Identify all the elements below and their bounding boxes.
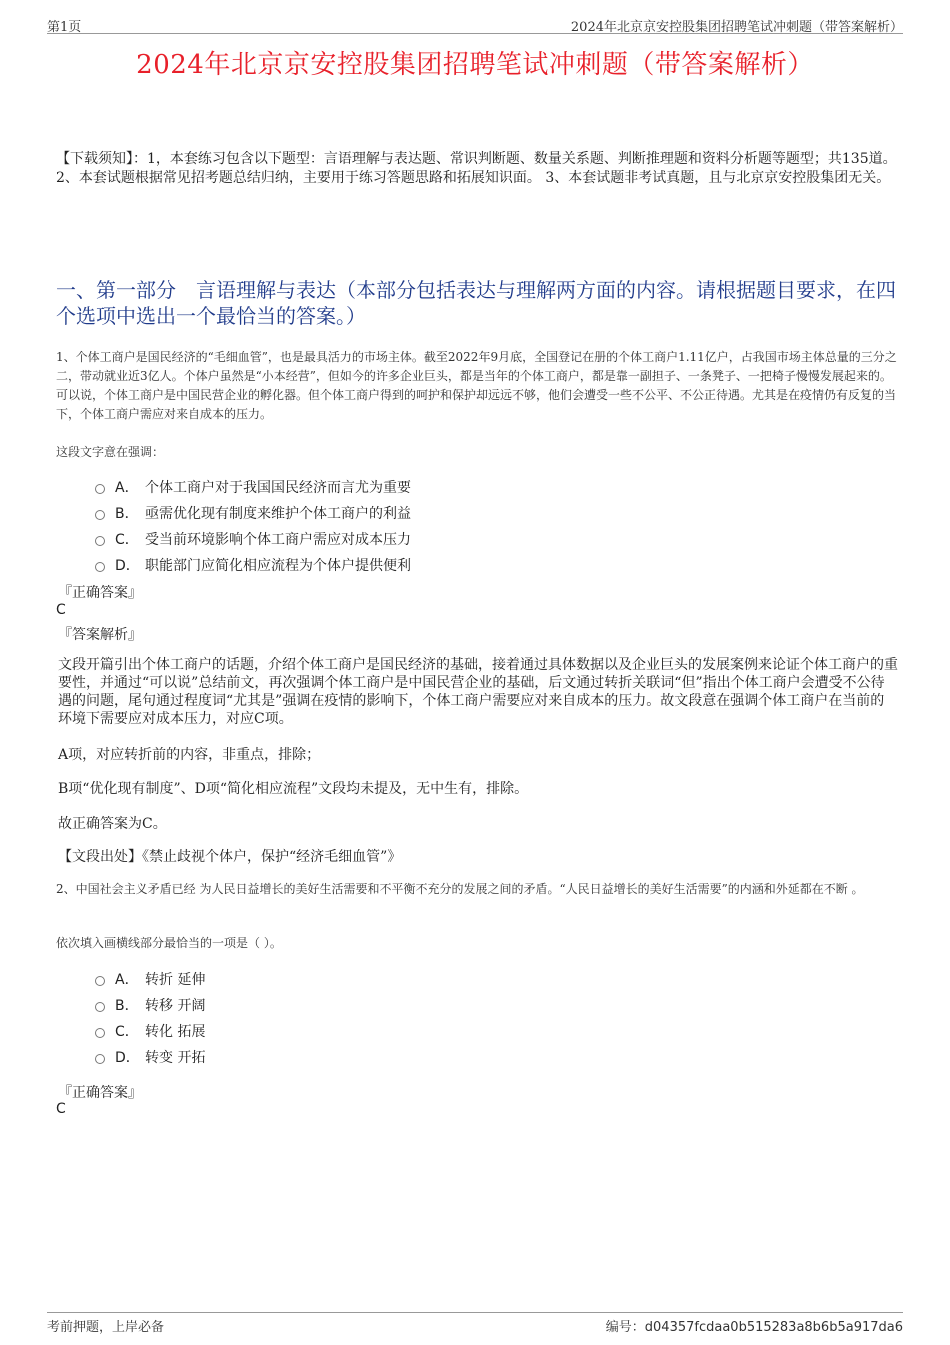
question-1-option-a[interactable]: [95, 474, 411, 500]
footer-code: d04357fcdaa0b515283a8b6b5a917da6: [644, 1320, 903, 1335]
radio-button-icon[interactable]: [95, 510, 105, 520]
option-letter: C．: [115, 1024, 139, 1040]
question-1-prompt: 这段文字意在强调：: [56, 445, 165, 459]
option-text: 转折 延伸: [145, 972, 206, 988]
page-number: 第1页: [47, 20, 82, 35]
document-title: 2024年北京京安控股集团招聘笔试冲刺题（带答案解析）: [136, 50, 814, 80]
question-2-answer-label: 『正确答案』: [58, 1085, 142, 1101]
radio-button-icon[interactable]: [95, 562, 105, 572]
option-text: 亟需优化现有制度来维护个体工商户的利益: [145, 506, 411, 522]
radio-button-icon[interactable]: [95, 1002, 105, 1012]
question-1-conclusion: 故正确答案为C。: [58, 816, 167, 832]
option-letter: C．: [115, 532, 139, 548]
question-2-options: [95, 966, 205, 1070]
footer-code-wrap: [606, 1316, 903, 1335]
option-text: 受当前环境影响个体工商户需应对成本压力: [145, 532, 411, 548]
option-text: 转移 开阔: [145, 998, 206, 1014]
question-1-text: 1、个体工商户是国民经济的“毛细血管”，也是最具活力的市场主体。截至2022年9月底，全国登记在册的个体工商户1.11亿户，占我国市场主体总量的三分之二，带动就业近3亿人。个体户虽然是“小本经营”，但如今的许多企业巨头，都是当年的个体工商户，都是靠一副担子、一条凳子、一把椅子慢慢发展起来的。可以说，个体工商户是中国民营企业的孵化器。但个体工商户得到的呵护和保护却远远不够，他们会遭受一些不公平、不公正待遇。尤其是在疫情仍有反复的当下，个体工商户需应对来自成本的压力。: [56, 350, 897, 421]
question-1-answer-label: 『正确答案』: [58, 585, 142, 601]
option-letter: A．: [115, 972, 139, 988]
section-heading: 一、第一部分 言语理解与表达（本部分包括表达与理解两方面的内容。请根据题目要求，在四个选项中选出一个最恰当的答案。）: [56, 278, 896, 328]
page-header: [47, 14, 903, 34]
question-1-option-b[interactable]: [95, 500, 411, 526]
radio-button-icon[interactable]: [95, 536, 105, 546]
question-1-analysis-label: 『答案解析』: [58, 627, 142, 643]
option-letter: B．: [115, 998, 139, 1014]
option-letter: D．: [115, 1050, 140, 1066]
question-2-option-c[interactable]: [95, 1018, 205, 1044]
option-text: 转变 开拓: [145, 1050, 206, 1066]
question-2-option-a[interactable]: [95, 966, 205, 992]
radio-button-icon[interactable]: [95, 1028, 105, 1038]
question-2-answer: C: [56, 1101, 66, 1117]
page-footer: [47, 1312, 903, 1336]
radio-button-icon[interactable]: [95, 1054, 105, 1064]
question-2-text: 2、中国社会主义矛盾已经 为人民日益增长的美好生活需要和不平衡不充分的发展之间的矛盾。“人民日益增长的美好生活需要”的内涵和外延都在不断 。: [56, 882, 864, 896]
option-text: 个体工商户对于我国国民经济而言尤为重要: [145, 480, 411, 496]
question-1-option-d[interactable]: [95, 552, 411, 578]
question-1-options: [95, 474, 411, 578]
footer-slogan: 考前押题，上岸必备: [47, 1320, 165, 1335]
question-1-note-bd: B项“优化现有制度”、D项“简化相应流程”文段均未提及，无中生有，排除。: [58, 781, 529, 797]
question-1-option-c[interactable]: [95, 526, 411, 552]
option-letter: B．: [115, 506, 139, 522]
radio-button-icon[interactable]: [95, 484, 105, 494]
question-1-note-a: A项，对应转折前的内容，非重点，排除；: [58, 747, 321, 763]
question-1-analysis: 文段开篇引出个体工商户的话题，介绍个体工商户是国民经济的基础，接着通过具体数据以及企业巨头的发展案例来论证个体工商户的重要性，并通过“可以说”总结前文，再次强调个体工商户是中国民营企业的基础，后文通过转折关联词“但”指出个体工商户会遭受不公待遇的问题，尾句通过程度词“尤其是”强调在疫情的影响下，个体工商户需要应对来自成本的压力。故文段意在强调个体工商户在当前的环境下需要应对成本压力，对应C项。: [58, 657, 898, 727]
header-doc-title: 2024年北京京安控股集团招聘笔试冲刺题（带答案解析）: [570, 20, 903, 35]
question-2-prompt: 依次填入画横线部分最恰当的一项是（ ）。: [56, 936, 282, 950]
option-letter: A．: [115, 480, 139, 496]
option-text: 转化 拓展: [145, 1024, 206, 1040]
footer-code-label: 编号：: [605, 1320, 645, 1335]
question-1-answer: C: [56, 602, 66, 618]
option-letter: D．: [115, 558, 140, 574]
question-2-option-b[interactable]: [95, 992, 205, 1018]
question-2-option-d[interactable]: [95, 1044, 205, 1070]
option-text: 职能部门应简化相应流程为个体户提供便利: [145, 558, 411, 574]
download-notice: 【下载须知】：1，本套练习包含以下题型：言语理解与表达题、常识判断题、数量关系题、判断推理题和资料分析题等题型；共135道。 2、本套试题根据常见招考题总结归纳，主要用于练习答题思路和拓展知识面。 3、本套试题非考试真题，且与北京京安控股集团无关。: [56, 151, 897, 186]
question-1-source: 【文段出处】《禁止歧视个体户，保护“经济毛细血管”》: [58, 849, 402, 865]
radio-button-icon[interactable]: [95, 976, 105, 986]
